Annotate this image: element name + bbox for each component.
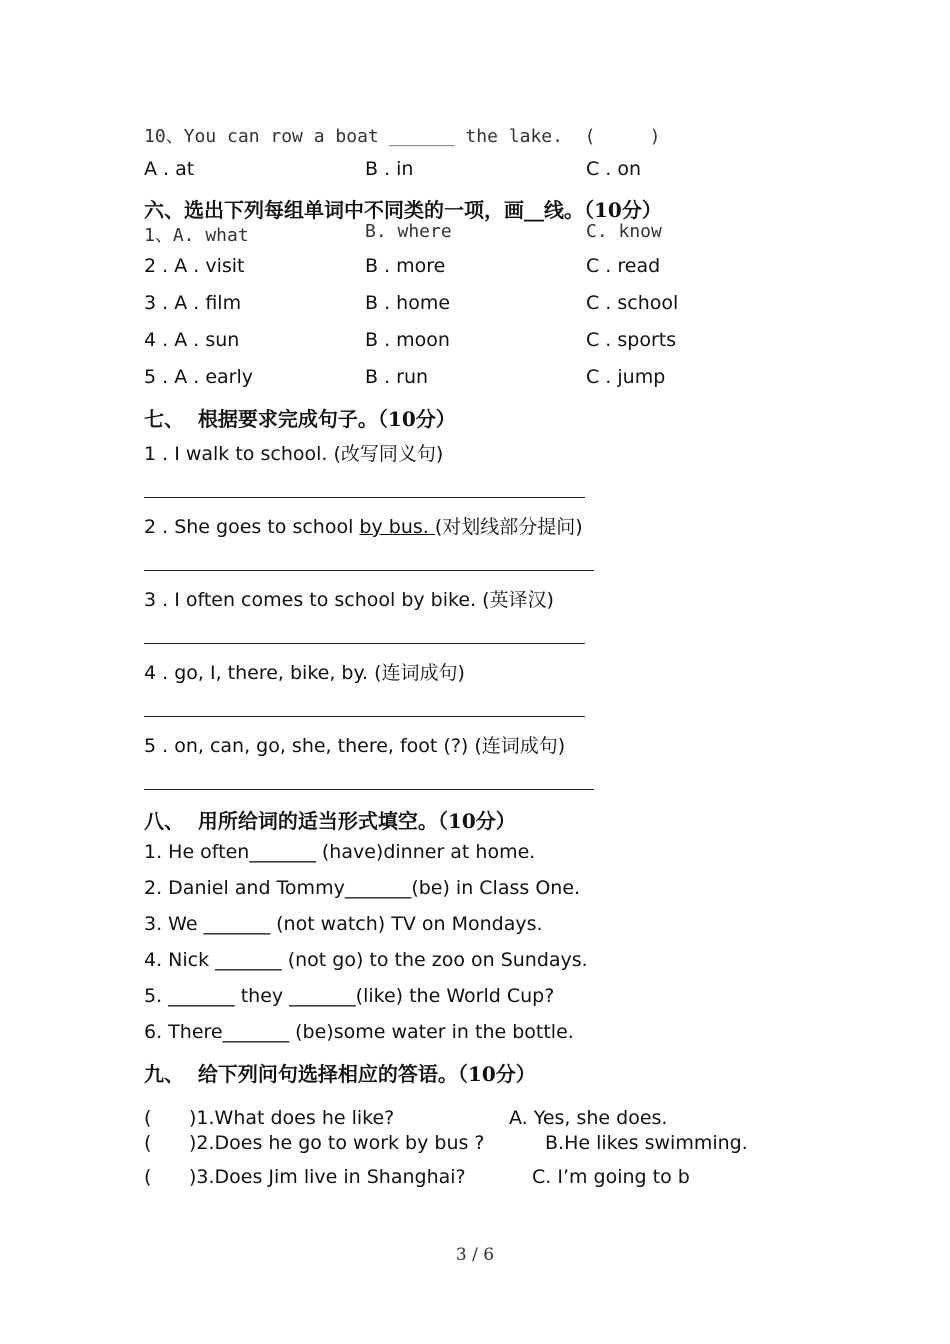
s8-item-5: 5. _______ they _______(like) the World Cup? — [144, 985, 555, 1007]
s9-row3-paren: ( — [144, 1166, 152, 1188]
s8-item-6: 6. There_______ (be)some water in the bottle. — [144, 1021, 574, 1043]
s7-q5-answer-line[interactable] — [144, 789, 594, 790]
s8-item-4: 4. Nick _______ (not go) to the zoo on Sundays. — [144, 949, 588, 971]
s8-item-1: 1. He often_______ (have)dinner at home. — [144, 841, 536, 863]
s7-q5: 5 . on, can, go, she, there, foot (?) (连词成句) — [144, 735, 566, 757]
s6-row4-c: C . sports — [586, 329, 677, 351]
s7-q3: 3 . I often comes to school by bike. (英译汉) — [144, 589, 554, 611]
s6-row3-b: B . home — [365, 292, 451, 314]
s9-row2-question: )2.Does he go to work by bus ? — [189, 1132, 485, 1154]
s9-row3-question: )3.Does Jim live in Shanghai? — [189, 1166, 466, 1188]
s7-q3-answer-line[interactable] — [144, 643, 585, 644]
s6-row5-b: B . run — [365, 366, 429, 388]
s6-row3-c: C . school — [586, 292, 679, 314]
s6-row4-a: 4 . A . sun — [144, 329, 240, 351]
s6-row5-a: 5 . A . early — [144, 366, 253, 388]
q10-option-b: B . in — [365, 158, 414, 180]
s9-row1-question: )1.What does he like? — [189, 1107, 395, 1129]
s9-row1-paren: ( — [144, 1107, 152, 1129]
s9-row1-answer: A. Yes, she does. — [509, 1107, 668, 1129]
page-number: 3 / 6 — [455, 1245, 495, 1265]
s8-item-2: 2. Daniel and Tommy_______(be) in Class One. — [144, 877, 581, 899]
s6-row2-a: 2 . A . visit — [144, 255, 245, 277]
s6-row1-b: B. where — [365, 221, 452, 242]
s6-row3-a: 3 . A . film — [144, 292, 242, 314]
section6-heading: 六、选出下列每组单词中不同类的一项，画__线。（10分） — [144, 198, 662, 222]
s7-q2-answer-line[interactable] — [144, 570, 594, 571]
s7-q1-answer-line[interactable] — [144, 497, 585, 498]
section8-heading: 八、 用所给词的适当形式填空。（10分） — [144, 809, 516, 833]
s8-item-3: 3. We _______ (not watch) TV on Mondays. — [144, 913, 543, 935]
q10-stem: 10、You can row a boat ______ the lake. ( ) — [144, 126, 661, 147]
s9-row2-answer: B.He likes swimming. — [545, 1132, 748, 1154]
s7-q1: 1 . I walk to school. (改写同义句) — [144, 443, 444, 465]
s6-row2-c: C . read — [586, 255, 661, 277]
s7-q2 — [144, 512, 583, 539]
s7-q2-instruction: (对划线部分提问) — [434, 516, 583, 538]
s7-q2-text: 2 . She goes to school — [144, 516, 360, 538]
s9-row2-paren: ( — [144, 1132, 152, 1154]
s7-q2-underlined: by bus. — [359, 516, 435, 538]
s6-row4-b: B . moon — [365, 329, 450, 351]
s6-row1-a: 1、A. what — [144, 225, 249, 246]
section9-heading: 九、 给下列问句选择相应的答语。（10分） — [144, 1062, 536, 1086]
s9-row3-answer: C. I’m going to b — [532, 1166, 690, 1188]
section7-heading: 七、 根据要求完成句子。（10分） — [144, 407, 456, 431]
q10-option-a: A . at — [144, 158, 195, 180]
s7-q4-answer-line[interactable] — [144, 716, 585, 717]
s6-row5-c: C . jump — [586, 366, 666, 388]
q10-option-c: C . on — [586, 158, 642, 180]
s6-row1-c: C. know — [586, 221, 662, 242]
s7-q4: 4 . go, I, there, bike, by. (连词成句) — [144, 662, 465, 684]
s6-row2-b: B . more — [365, 255, 446, 277]
